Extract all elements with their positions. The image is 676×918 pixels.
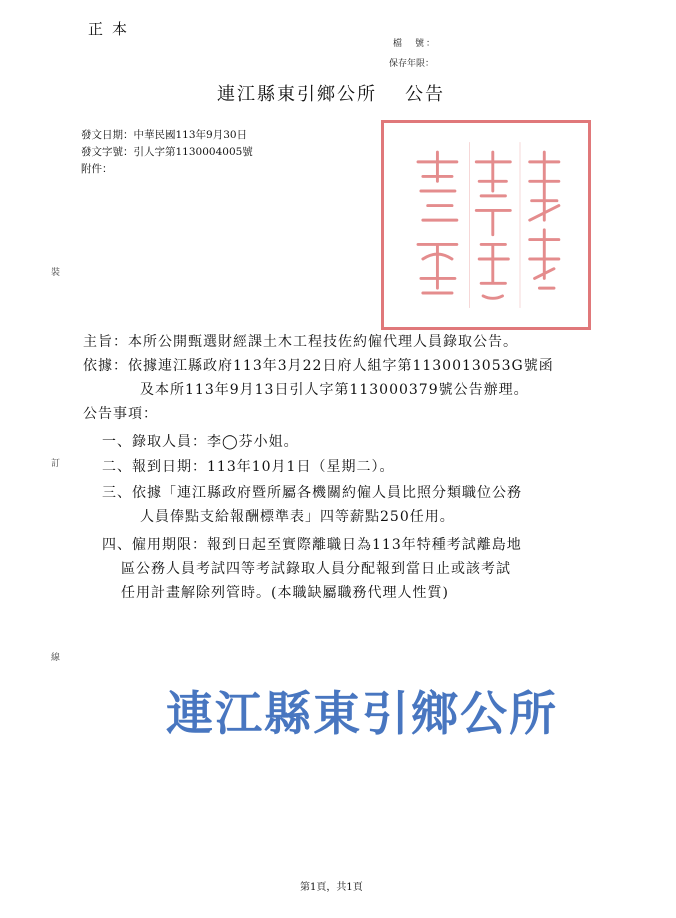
subject-text: 本所公開甄選財經課土木工程技佐約僱代理人員錄取公告。	[128, 334, 518, 350]
item-text: 區公務人員考試四等考試錄取人員分配報到當日止或該考試	[121, 561, 511, 577]
item-number: 二、	[102, 459, 132, 475]
issue-date: 發文日期：中華民國113年9月30日	[81, 129, 248, 141]
item-text: 任用計畫解除列管時。(本職缺屬職務代理人性質)	[121, 585, 449, 601]
basis-label: 依據：	[83, 358, 128, 374]
retention-period-label: 保存年限：	[389, 59, 435, 69]
binding-mark: 裝	[51, 268, 61, 278]
page-number: 第1頁，共1頁	[300, 882, 363, 893]
office-name-stamp	[166, 677, 558, 744]
document-type: 正本	[88, 20, 137, 38]
list-item	[102, 455, 394, 479]
subject-row	[83, 330, 518, 354]
item-text: 依據「連江縣政府暨所屬各機關約僱人員比照分類職位公務	[132, 485, 522, 501]
list-item	[102, 533, 522, 557]
issue-number: 發文字號：引人字第1130004005號	[81, 146, 253, 158]
item-text: 人員俸點支給報酬標準表」四等薪點250任用。	[140, 509, 455, 525]
seal-graphic	[384, 123, 588, 327]
list-item	[102, 481, 522, 505]
document-title	[217, 80, 445, 106]
item-number: 三、	[102, 485, 132, 501]
binding-mark: 訂	[51, 459, 61, 469]
list-item	[102, 430, 299, 454]
item-text: 報到日期：113年10月1日（星期二）。	[132, 459, 395, 475]
items-heading: 公告事項：	[83, 406, 158, 422]
binding-mark: 線	[51, 653, 61, 663]
subject-label: 主旨：	[83, 334, 128, 350]
archive-number-label: 檔 號：	[393, 39, 438, 49]
official-seal	[381, 120, 591, 330]
basis-line: 及本所113年9月13日引人字第113000379號公告辦理。	[140, 382, 529, 398]
item-number: 一、	[102, 434, 132, 450]
item-text: 僱用期限：報到日起至實際離職日為113年特種考試離島地	[132, 537, 522, 553]
basis-line: 依據連江縣政府113年3月22日府人組字第1130013053G號函	[128, 358, 554, 374]
attachment-label: 附件：	[81, 163, 113, 175]
item-number: 四、	[102, 537, 132, 553]
item-text: 錄取人員：李◯芬小姐。	[132, 434, 299, 450]
basis-row	[83, 354, 554, 378]
stamp-text: 連江縣東引鄉公所	[166, 687, 558, 742]
title-org: 連江縣東引鄉公所	[217, 84, 377, 105]
title-kind: 公告	[405, 84, 445, 105]
